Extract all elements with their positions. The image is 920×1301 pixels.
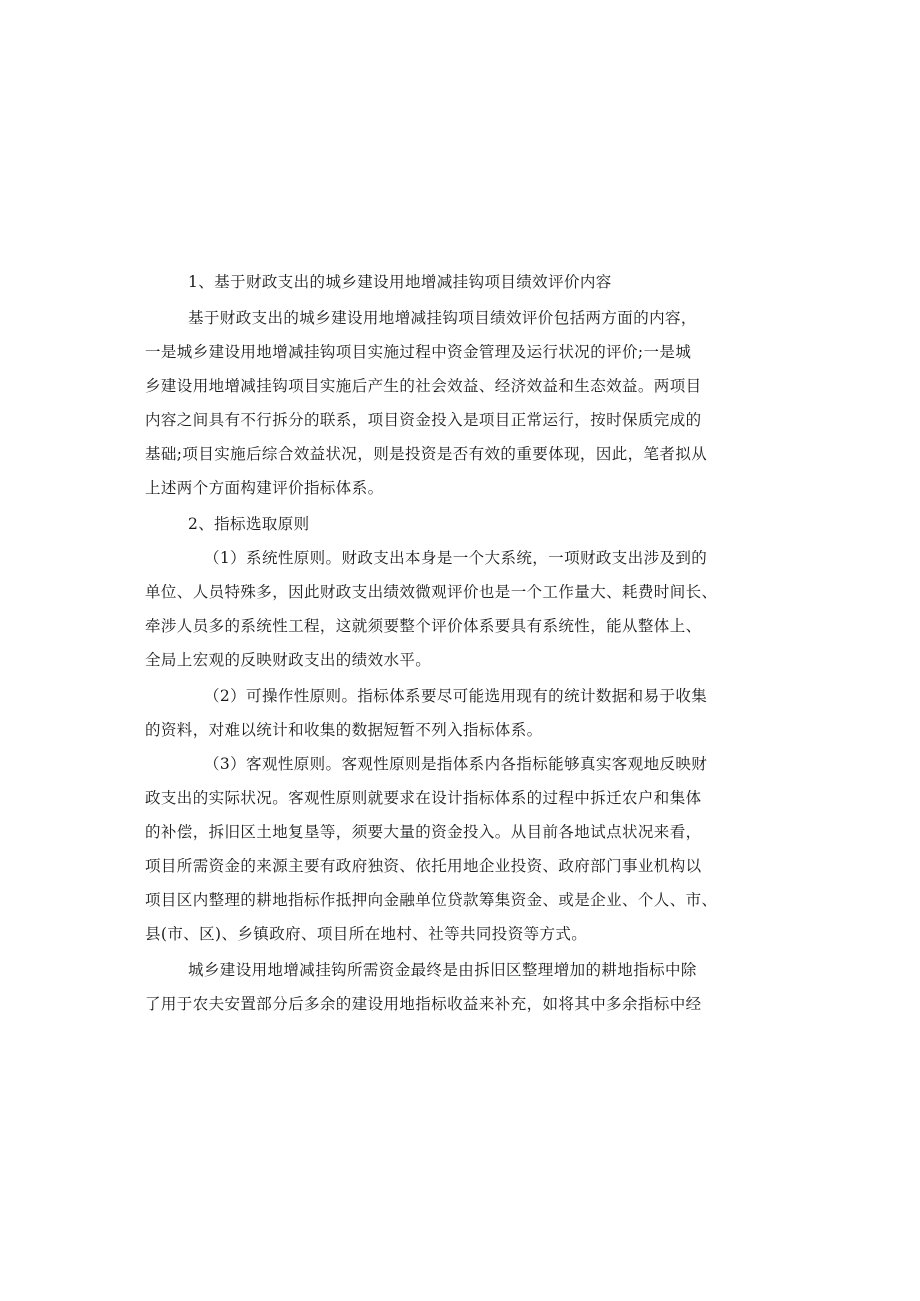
paragraph-line: （3）客观性原则。客观性原则是指体系内各指标能够真实客观地反映财 — [204, 755, 708, 773]
paragraph-line: 了用于农夫安置部分后多余的建设用地指标收益来补充，如将其中多余指标中经 — [145, 995, 702, 1013]
paragraph-line: 牵涉人员多的系统性工程，这就须要整个评价体系要具有系统性，能从整体上、 — [145, 617, 702, 635]
paragraph-line: 内容之间具有不行拆分的联系，项目资金投入是项目正常运行，按时保质完成的 — [145, 411, 702, 429]
paragraph-line: 一是城乡建设用地增减挂钩项目实施过程中资金管理及运行状况的评价;一是城 — [145, 343, 692, 361]
paragraph-line: 单位、人员特殊多，因此财政支出绩效微观评价也是一个工作量大、耗费时间长、 — [145, 583, 718, 601]
paragraph-line: 乡建设用地增减挂钩项目实施后产生的社会效益、经济效益和生态效益。两项目 — [145, 377, 702, 395]
section-heading-1: 1、基于财政支出的城乡建设用地增减挂钩项目绩效评价内容 — [188, 273, 612, 291]
paragraph-line: 县(市、区)、乡镇政府、项目所在地村、社等共同投资等方式。 — [145, 925, 588, 943]
section-heading-2: 2、指标选取原则 — [188, 515, 310, 533]
paragraph-line: 基础;项目实施后综合效益状况，则是投资是否有效的重要体现，因此，笔者拟从 — [145, 445, 708, 463]
paragraph-line: 的补偿，拆旧区土地复垦等，须要大量的资金投入。从目前各地试点状况来看， — [145, 823, 702, 841]
paragraph-line: 上述两个方面构建评价指标体系。 — [145, 479, 384, 497]
paragraph-line: （2）可操作性原则。指标体系要尽可能选用现有的统计数据和易于收集 — [204, 687, 708, 705]
paragraph-line: 城乡建设用地增减挂钩所需资金最终是由拆旧区整理增加的耕地指标中除 — [188, 961, 697, 979]
paragraph-line: 全局上宏观的反映财政支出的绩效水平。 — [145, 651, 432, 669]
paragraph-line: 政支出的实际状况。客观性原则就要求在设计指标体系的过程中拆迁农户和集体 — [145, 789, 702, 807]
paragraph-line: （1）系统性原则。财政支出本身是一个大系统，一项财政支出涉及到的 — [204, 549, 708, 567]
paragraph-line: 基于财政支出的城乡建设用地增减挂钩项目绩效评价包括两方面的内容， — [188, 309, 697, 327]
paragraph-line: 项目区内整理的耕地指标作抵押向金融单位贷款筹集资金、或是企业、个人、市、 — [145, 891, 718, 909]
paragraph-line: 的资料，对难以统计和收集的数据短暂不列入指标体系。 — [145, 721, 543, 739]
paragraph-line: 项目所需资金的来源主要有政府独资、依托用地企业投资、政府部门事业机构以 — [145, 857, 702, 875]
